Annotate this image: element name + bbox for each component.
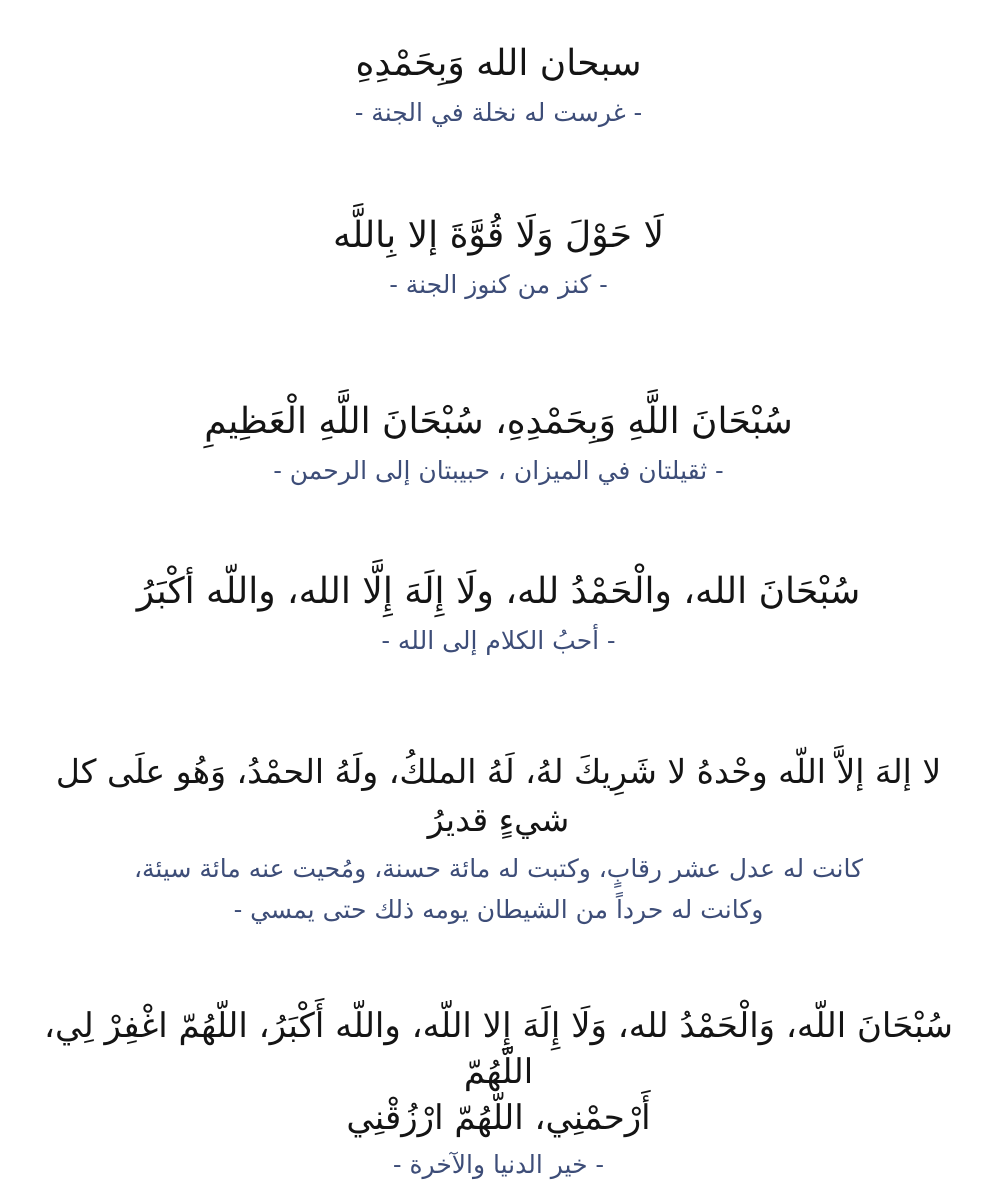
virtue-text xyxy=(30,266,967,304)
dhikr-text: لا إلهَ إلاَّ اللّه وحْدهُ لا شَرِيكَ لهُ، لَهُ الملكُ، ولَهُ الحمْدُ، وَهُو علَى كل شيءٍ قديرُ xyxy=(55,752,942,839)
virtue-text xyxy=(30,622,967,660)
dhikr-text: سُبْحَانَ الله، والْحَمْدُ لله، ولَا إِلَهَ إِلَّا الله، واللّه أكْبَرُ xyxy=(136,571,861,612)
virtue-line: - غرست له نخلة في الجنة - xyxy=(354,98,643,128)
dhikr-entry-2 xyxy=(30,210,967,304)
dhikr-text xyxy=(30,1004,967,1142)
dhikr-line: أَرْحمْنِي، اللّهُمّ ارْزُقْنِي xyxy=(346,1097,651,1138)
dhikr-entry-1 xyxy=(30,38,967,132)
virtue-line: كانت له عدل عشر رقابٍ، وكتبت له مائة حسنة، ومُحيت عنه مائة سيئة، xyxy=(133,853,864,883)
virtue-line: - أحبُ الكلام إلى الله - xyxy=(381,626,616,656)
dhikr-entry-5 xyxy=(30,748,967,930)
virtue-text xyxy=(30,452,967,490)
virtue-text xyxy=(30,848,967,931)
virtue-text xyxy=(30,94,967,132)
dhikr-entry-3 xyxy=(30,396,967,490)
virtue-text xyxy=(30,1146,967,1184)
dhikr-line: سُبْحَانَ اللّه، وَالْحَمْدُ لله، وَلَا إِلَهَ إِلا اللّه، واللّه أَكْبَرُ، اللّهُمّ اغْفِرْ لِي، اللّهُمّ xyxy=(44,1006,953,1092)
dhikr-entry-6 xyxy=(30,1004,967,1183)
dhikr-entry-4 xyxy=(30,566,967,660)
virtue-line: - كنز من كنوز الجنة - xyxy=(389,270,608,300)
dhikr-text: سبحان الله وَبِحَمْدِهِ xyxy=(355,43,642,84)
dhikr-text: سُبْحَانَ اللَّهِ وَبِحَمْدِهِ، سُبْحَانَ اللَّهِ الْعَظِيمِ xyxy=(204,401,793,442)
virtue-line: وكانت له حرداً من الشيطان يومه ذلك حتى يمسي - xyxy=(233,894,764,924)
virtue-line: - ثقيلتان في الميزان ، حبيبتان إلى الرحمن - xyxy=(273,456,724,486)
dhikr-text: لَا حَوْلَ وَلَا قُوَّةَ إلا بِاللَّه xyxy=(332,215,665,256)
virtue-line: - خير الدنيا والآخرة - xyxy=(393,1149,604,1179)
